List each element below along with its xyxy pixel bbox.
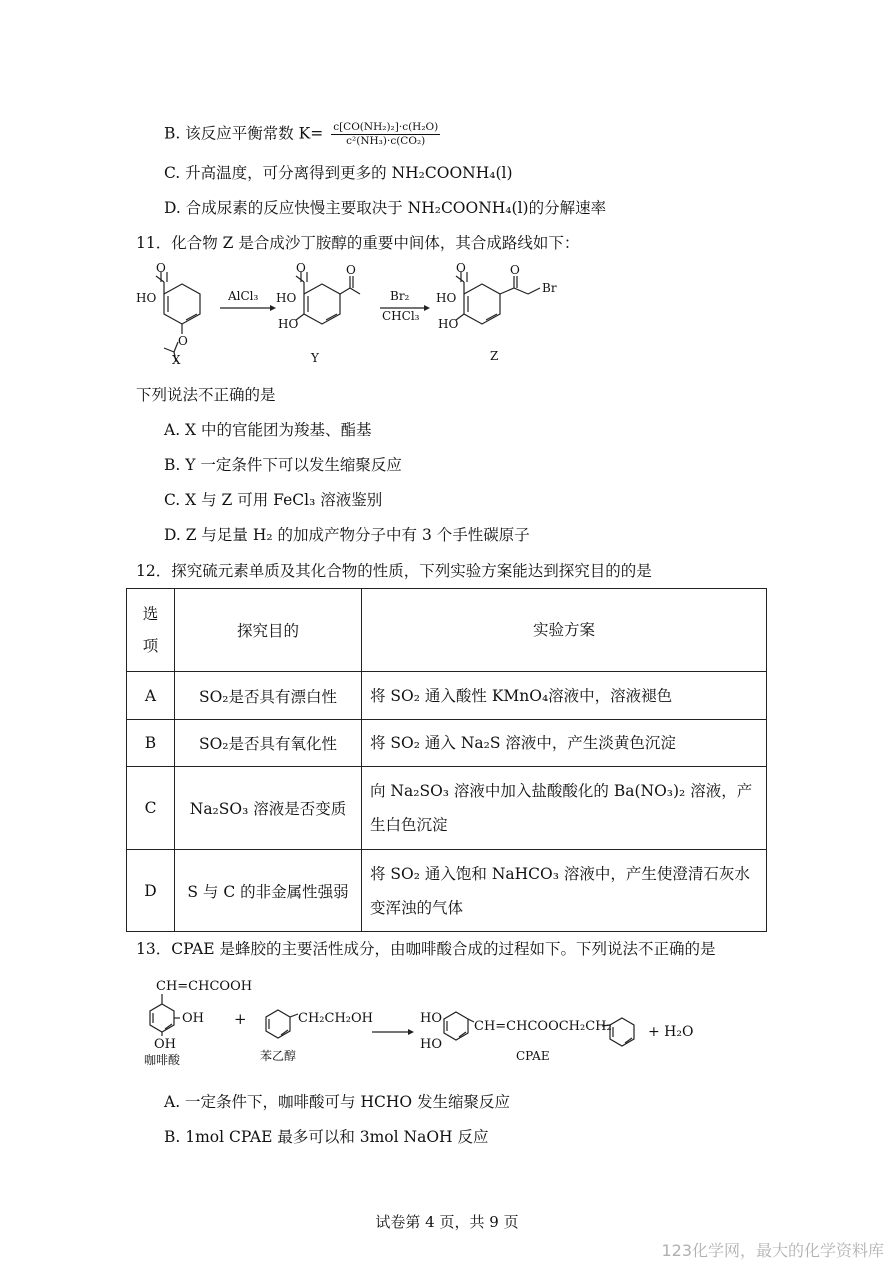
- equilibrium-constant-fraction: $\frac{\text{c[CO(NH₂)₂]·c(H₂O)}}{\text{c²(NH₃)·c(CO₂)}}$: [333, 121, 439, 147]
- reagent-alcl3: AlCl₃: [228, 289, 259, 303]
- table-row: [127, 767, 767, 850]
- compound-z-structure: [456, 272, 540, 324]
- page-footer: 试卷第 4 页，共 9 页: [375, 1213, 519, 1231]
- q11-prompt: 下列说法不正确的是: [136, 386, 276, 404]
- q11-option-c: C. X 与 Z 可用 FeCl₃ 溶液鉴别: [164, 491, 383, 509]
- q11-reaction-scheme: [130, 262, 590, 372]
- row-option: C: [127, 767, 175, 850]
- table-row: [127, 850, 767, 932]
- svg-text:HO: HO: [278, 317, 299, 331]
- q11-option-b: B. Y 一定条件下可以发生缩聚反应: [164, 456, 402, 474]
- row-plan: 将 SO₂ 通入饱和 NaHCO₃ 溶液中，产生使澄清石灰水变浑浊的气体: [362, 850, 767, 932]
- q13-reaction-scheme: [136, 970, 716, 1070]
- watermark: 123化学网，最大的化学资料库: [661, 1241, 884, 1260]
- table-row: [127, 672, 767, 720]
- compound-z-label: Z: [490, 349, 499, 363]
- cpae-chain: CH=CHCOOCH₂CH₂: [474, 1019, 612, 1034]
- row-option: D: [127, 850, 175, 932]
- x-ho: HO: [136, 291, 157, 305]
- q11-option-a: A. X 中的官能团为羧基、酯基: [164, 421, 372, 439]
- header-option: 选 项: [127, 589, 175, 672]
- caffeic-oh-1: OH: [182, 1011, 204, 1026]
- caffeic-acid-name: 咖啡酸: [144, 1053, 181, 1067]
- x-ester-o: O: [178, 334, 188, 348]
- cpae-label: CPAE: [516, 1049, 550, 1063]
- phenethyl-chain: CH₂CH₂OH: [298, 1011, 373, 1026]
- table-header-row: [127, 589, 767, 672]
- header-plan: 实验方案: [362, 589, 767, 672]
- table-row: [127, 720, 767, 767]
- svg-text:O: O: [510, 263, 520, 277]
- svg-text:O: O: [296, 262, 306, 275]
- row-goal: SO₂是否具有漂白性: [175, 672, 362, 720]
- q13-stem: 13．CPAE 是蜂胶的主要活性成分，由咖啡酸合成的过程如下。下列说法不正确的是: [136, 940, 716, 958]
- svg-text:O: O: [456, 262, 466, 275]
- q13-option-b: B. 1mol CPAE 最多可以和 3mol NaOH 反应: [164, 1128, 489, 1146]
- compound-y-structure: [296, 272, 360, 324]
- header-goal: 探究目的: [175, 589, 362, 672]
- row-goal: SO₂是否具有氧化性: [175, 720, 362, 767]
- compound-x-label: X: [172, 353, 181, 367]
- svg-text:HO: HO: [276, 291, 297, 305]
- q12-experiment-table: [126, 588, 767, 932]
- row-option: A: [127, 672, 175, 720]
- row-plan: 将 SO₂ 通入 Na₂S 溶液中，产生淡黄色沉淀: [362, 720, 767, 767]
- caffeic-chain: CH=CHCOOH: [156, 979, 253, 994]
- z-bromine: Br: [542, 281, 557, 295]
- q12-stem: 12．探究硫元素单质及其化合物的性质，下列实验方案能达到探究目的的是: [136, 562, 652, 580]
- q11-option-d: D. Z 与足量 H₂ 的加成产物分子中有 3 个手性碳原子: [164, 526, 530, 544]
- plus-sign: +: [234, 1010, 247, 1028]
- compound-x-structure: [156, 272, 200, 362]
- row-goal: S 与 C 的非金属性强弱: [175, 850, 362, 932]
- q13-option-a: A. 一定条件下，咖啡酸可与 HCHO 发生缩聚反应: [164, 1093, 511, 1111]
- q10-option-d: D. 合成尿素的反应快慢主要取决于 NH₂COONH₄(l)的分解速率: [164, 199, 607, 217]
- cpae-ho-1: HO: [420, 1011, 442, 1026]
- phenethyl-alcohol-structure: [266, 1010, 298, 1038]
- row-plan: 向 Na₂SO₃ 溶液中加入盐酸酸化的 Ba(NO₃)₂ 溶液，产生白色沉淀: [362, 767, 767, 850]
- x-carbonyl-o: O: [156, 262, 166, 275]
- svg-text:HO: HO: [436, 291, 457, 305]
- water-product: + H₂O: [648, 1024, 694, 1040]
- caffeic-acid-structure: [150, 994, 180, 1036]
- q10-option-b: B. 该反应平衡常数 K= $\frac{\text{c[CO(NH₂)₂]·c(H₂O)}}{\text{c²(NH₃)·c(CO₂)}}$: [164, 121, 439, 147]
- svg-text:HO: HO: [438, 317, 459, 331]
- row-goal: Na₂SO₃ 溶液是否变质: [175, 767, 362, 850]
- cpae-ho-2: HO: [420, 1037, 442, 1052]
- compound-y-label: Y: [311, 351, 319, 365]
- reagent-chcl3: CHCl₃: [382, 309, 420, 323]
- svg-text:O: O: [346, 263, 356, 277]
- row-plan: 将 SO₂ 通入酸性 KMnO₄溶液中，溶液褪色: [362, 672, 767, 720]
- q11-stem: 11．化合物 Z 是合成沙丁胺醇的重要中间体，其合成路线如下：: [136, 234, 580, 252]
- q10-option-c: C. 升高温度，可分离得到更多的 NH₂COONH₄(l): [164, 164, 513, 182]
- row-option: B: [127, 720, 175, 767]
- caffeic-oh-2: OH: [154, 1037, 176, 1052]
- phenethyl-alcohol-name: 苯乙醇: [260, 1049, 297, 1063]
- reagent-br2: Br₂: [390, 289, 410, 303]
